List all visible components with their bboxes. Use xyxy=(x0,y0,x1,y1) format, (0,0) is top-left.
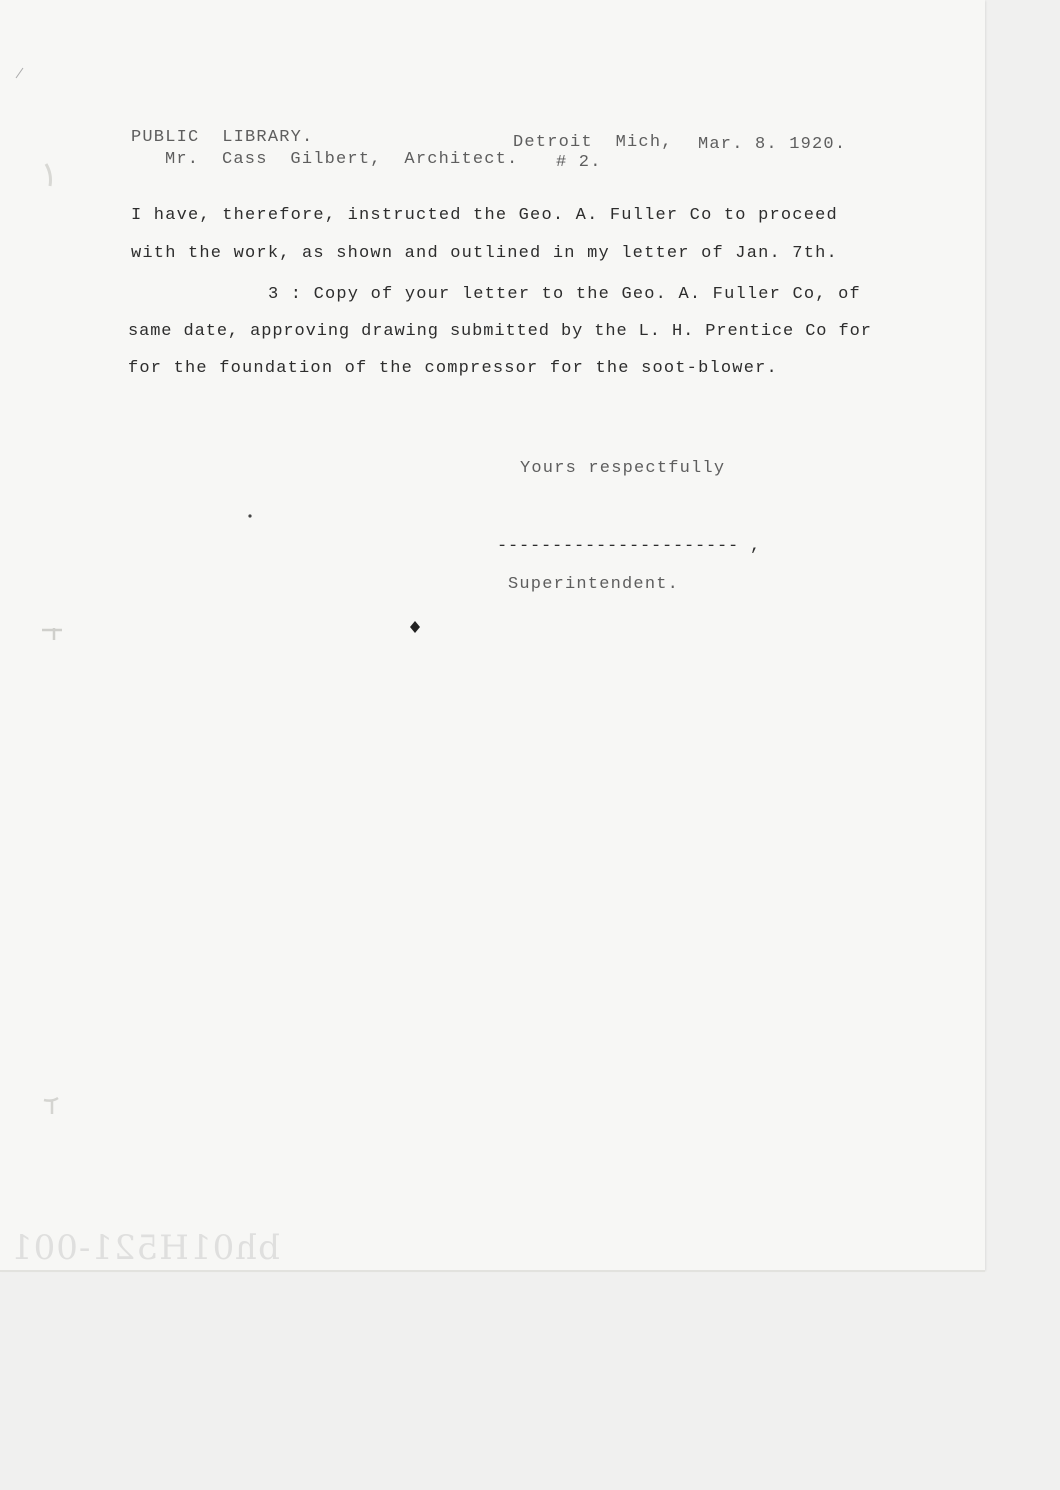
body-line-3: 3 : Copy of your letter to the Geo. A. Fuller Co, of xyxy=(268,285,861,304)
binding-hole-mark-bottom xyxy=(38,1090,68,1120)
page-number: # 2. xyxy=(556,153,602,172)
binding-hole-mark-top xyxy=(36,160,66,190)
mirrored-stamp: bh01H521-001 xyxy=(10,1228,280,1268)
corner-scratch xyxy=(14,66,26,80)
speck xyxy=(247,513,253,519)
signer-title: Superintendent. xyxy=(508,575,680,594)
institution-heading: PUBLIC LIBRARY. xyxy=(131,128,314,147)
body-line-1: I have, therefore, instructed the Geo. A. Fuller Co to proceed xyxy=(131,206,838,225)
binding-hole-mark-middle xyxy=(38,620,68,644)
body-line-5: for the foundation of the compressor for the soot-blower. xyxy=(128,359,778,378)
signature-line: ---------------------- , xyxy=(497,537,762,556)
recipient-line: Mr. Cass Gilbert, Architect. xyxy=(165,150,519,169)
location-text: Detroit Mich, xyxy=(513,133,673,152)
page-edge xyxy=(0,1270,985,1272)
body-line-2: with the work, as shown and outlined in my letter of Jan. 7th. xyxy=(131,244,838,263)
closing-salutation: Yours respectfully xyxy=(520,459,726,478)
letter-date: Mar. 8. 1920. xyxy=(698,135,847,154)
ink-dot xyxy=(408,620,422,634)
body-line-4: same date, approving drawing submitted by the L. H. Prentice Co for xyxy=(128,322,872,341)
